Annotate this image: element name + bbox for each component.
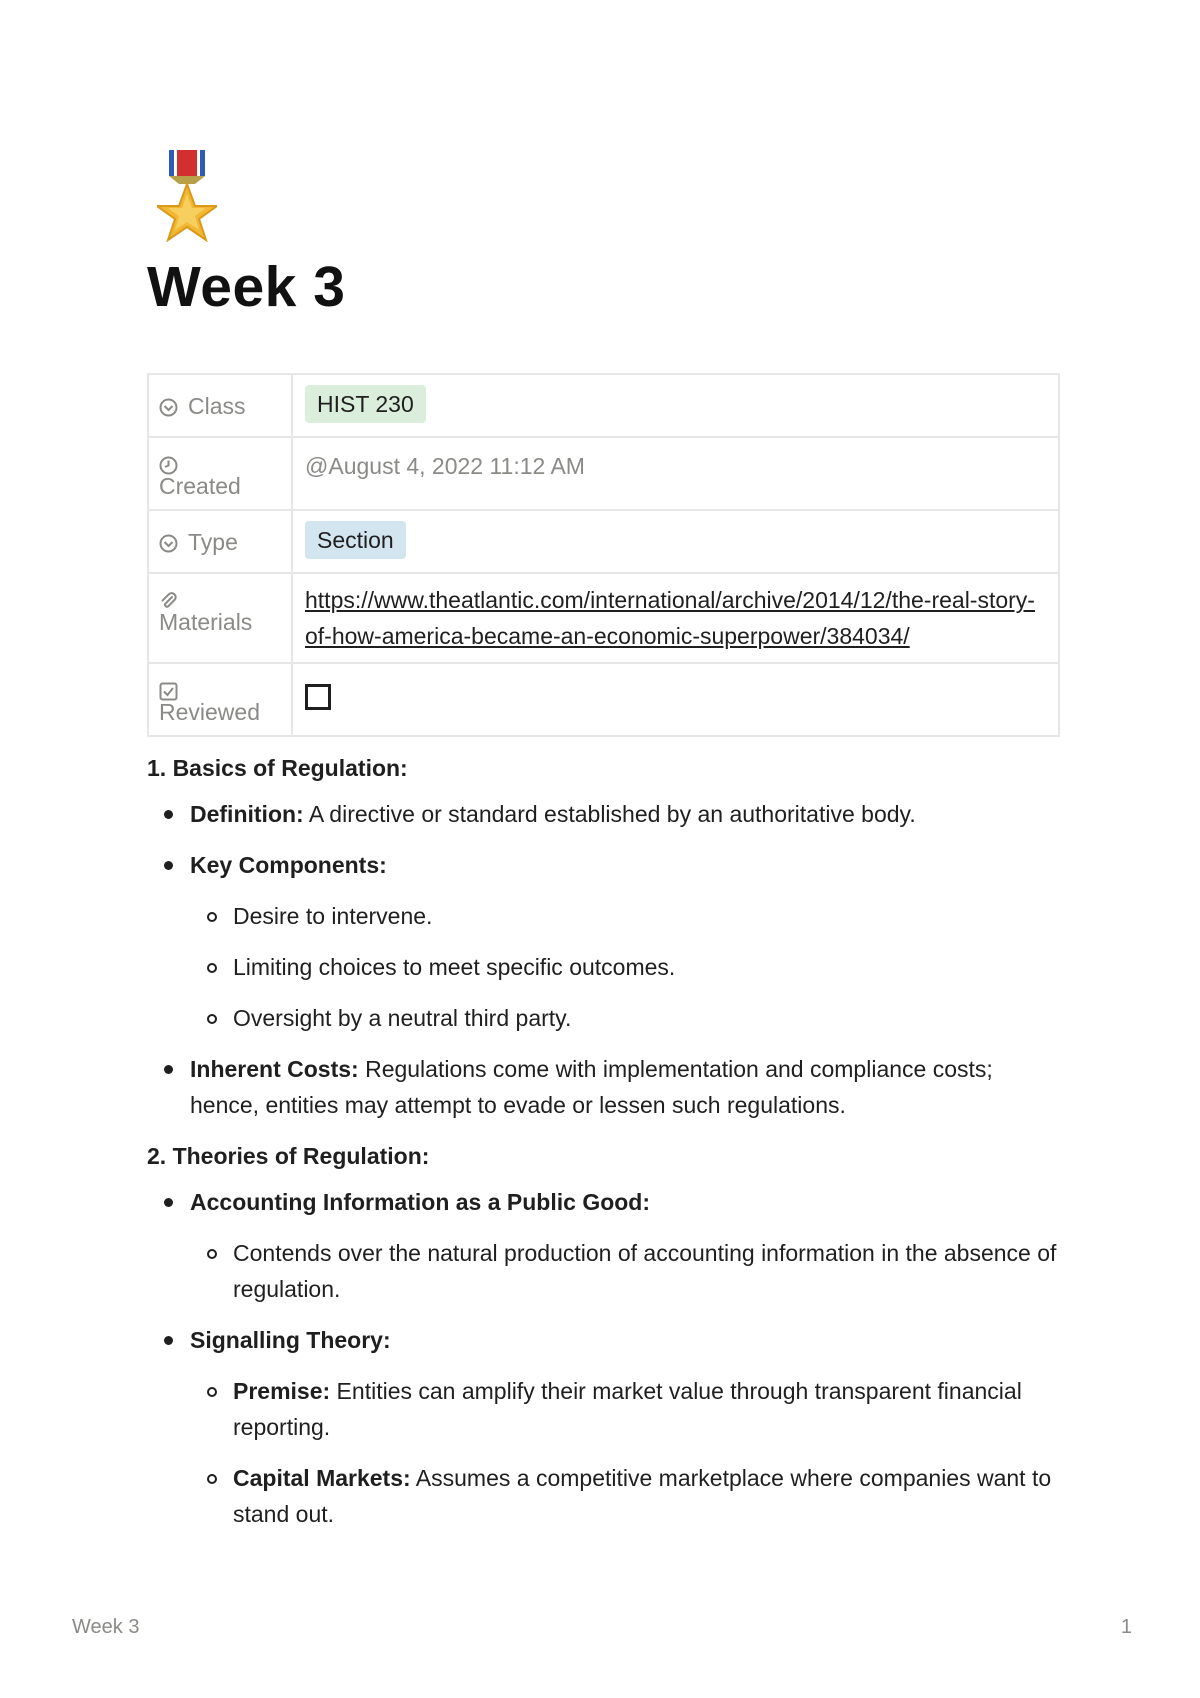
property-key-label: Class — [188, 392, 246, 419]
property-row-created — [148, 437, 1059, 510]
bullet-dot — [164, 861, 173, 870]
item-text: Limiting choices to meet specific outcomes. — [233, 954, 676, 980]
sub-bullet-list — [190, 898, 1060, 1036]
list-item — [147, 1322, 1060, 1532]
item-label: Signalling Theory: — [190, 1327, 391, 1353]
item-text: Entities can amplify their market value through transparent financial reporting. — [233, 1378, 1022, 1440]
property-key-label: Created — [159, 473, 241, 499]
select-circle-icon — [159, 392, 178, 411]
item-label: Inherent Costs: — [190, 1056, 359, 1082]
property-key-reviewed — [148, 663, 292, 736]
footer-title: Week 3 — [72, 1616, 140, 1638]
sub-bullet-list — [190, 1373, 1060, 1532]
property-value-reviewed — [292, 663, 1059, 736]
item-text: A directive or standard established by an authoritative body. — [303, 801, 916, 827]
military-medal-icon — [157, 150, 217, 242]
item-text: Regulations come with implementation and compliance costs; hence, entities may attempt to evade or lessen such regulations. — [190, 1056, 993, 1118]
property-key-materials — [148, 573, 292, 663]
property-key-created — [148, 437, 292, 510]
bullet-dot — [164, 810, 173, 819]
item-text: Contends over the natural production of accounting information in the absence of regulation. — [233, 1240, 1057, 1302]
select-circle-icon — [159, 528, 178, 547]
property-key-label: Type — [188, 528, 238, 555]
property-value-materials — [292, 573, 1059, 663]
property-row-type — [148, 510, 1059, 573]
property-key-label: Reviewed — [159, 699, 260, 725]
footer-page-number: 1 — [1120, 1616, 1132, 1638]
sub-list-item — [190, 949, 1060, 985]
properties-table — [147, 373, 1060, 737]
property-key-type — [148, 510, 292, 573]
section-theories — [147, 1139, 1060, 1532]
bullet-circle — [207, 912, 217, 922]
bullet-list — [147, 796, 1060, 1123]
bullet-circle — [207, 1014, 217, 1024]
property-value-created — [292, 437, 1059, 510]
item-text: Desire to intervene. — [233, 903, 433, 929]
bullet-dot — [164, 1198, 173, 1207]
item-text: Assumes a competitive marketplace where companies want to stand out. — [233, 1465, 1052, 1527]
property-key-class — [148, 374, 292, 437]
paperclip-icon — [159, 586, 178, 605]
section-heading: 2. Theories of Regulation: — [147, 1143, 430, 1169]
property-value-class[interactable] — [292, 374, 1059, 437]
item-text: Oversight by a neutral third party. — [233, 1005, 572, 1031]
item-label: Accounting Information as a Public Good: — [190, 1189, 651, 1215]
created-date: @August 4, 2022 11:12 AM — [305, 453, 585, 479]
bullet-circle — [207, 1387, 217, 1397]
bullet-list — [147, 1184, 1060, 1532]
property-key-label: Materials — [159, 609, 253, 635]
item-label: Premise: — [233, 1378, 331, 1404]
item-label: Key Components: — [190, 852, 387, 878]
bullet-dot — [164, 1336, 173, 1345]
section-basics — [147, 751, 1060, 1123]
property-row-reviewed — [148, 663, 1059, 736]
section-heading: 1. Basics of Regulation: — [147, 755, 408, 781]
class-tag[interactable]: HIST 230 — [305, 385, 426, 423]
list-item — [147, 847, 1060, 1036]
list-item — [147, 1051, 1060, 1123]
item-label: Definition: — [190, 801, 304, 827]
materials-link[interactable]: https://www.theatlantic.com/international/archive/2014/12/the-real-story-of-how-america-became-an-economic-superpower/384034/ — [305, 587, 1035, 649]
sub-list-item — [190, 898, 1060, 934]
list-item — [147, 1184, 1060, 1307]
clock-icon — [159, 450, 178, 469]
bullet-circle — [207, 1474, 217, 1484]
sub-list-item — [190, 1000, 1060, 1036]
sub-list-item — [190, 1373, 1060, 1445]
page-title: Week 3 — [147, 255, 346, 319]
bullet-dot — [164, 1065, 173, 1074]
property-row-class — [148, 374, 1059, 437]
item-label: Capital Markets: — [233, 1465, 411, 1491]
bullet-circle — [207, 1249, 217, 1259]
sub-list-item — [190, 1460, 1060, 1532]
reviewed-checkbox[interactable] — [305, 684, 331, 710]
sub-list-item — [190, 1235, 1060, 1307]
bullet-circle — [207, 963, 217, 973]
page-content — [147, 150, 1060, 1532]
sub-bullet-list — [190, 1235, 1060, 1307]
type-tag[interactable]: Section — [305, 521, 406, 559]
property-row-materials — [148, 573, 1059, 663]
property-value-type[interactable] — [292, 510, 1059, 573]
checkbox-icon — [159, 676, 178, 695]
list-item — [147, 796, 1060, 832]
